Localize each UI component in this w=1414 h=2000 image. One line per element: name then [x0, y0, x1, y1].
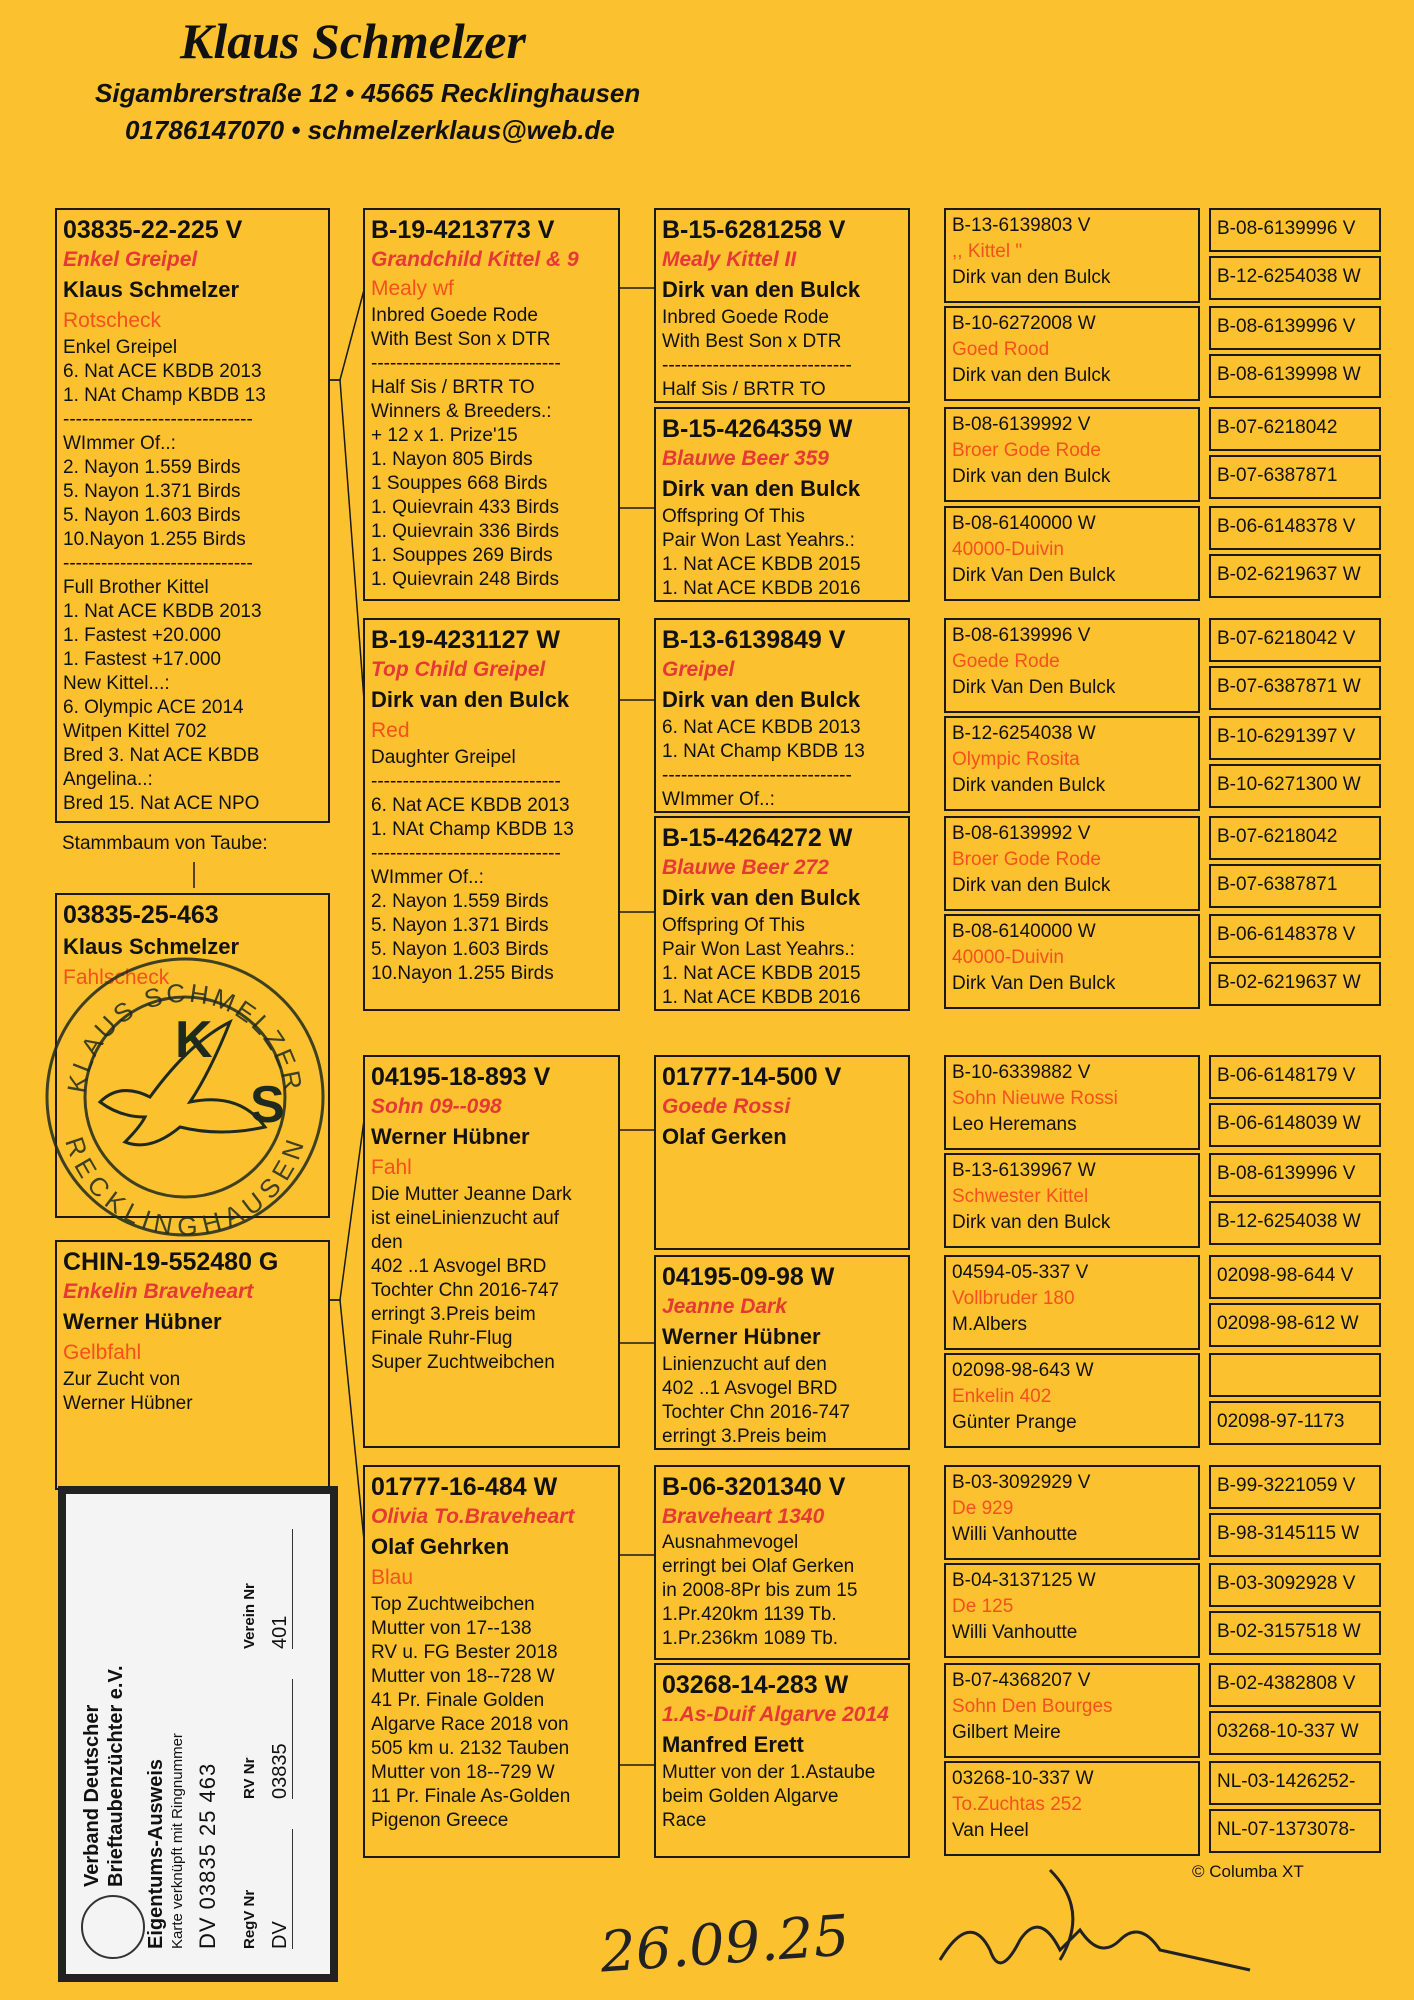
gen3-card-4: B-15-4264272 W Blauwe Beer 272 Dirk van den Bulck Offspring Of This Pair Won Last Yeahrs.: 1. Nat ACE KBDB 2015 1. Nat ACE KBDB 2016 — [654, 816, 910, 1011]
dam-subject-owner: Werner Hübner — [63, 1309, 222, 1334]
subject-name: Enkel Greipel — [63, 248, 198, 271]
subject-info: Enkel Greipel 6. Nat ACE KBDB 2013 1. NAt Champ KBDB 13 ------------------------------ WImmer Of..: 2. Nayon 1.559 Birds 5. Nayon 1.371 Birds 5. Nayon 1.603 Birds 10.Nayon 1.255 Birds ------------------------------ Full Brother Kittel 1. Nat ACE KBDB 2013 1. Fastest +20.000 1. Fastest +17.000 New Kittel...: 6. Olympic ACE 2014 Witpen Kittel 702 Bred 3. Nat ACE KBDB Angelina..: Bred 15. Nat ACE NPO — [63, 337, 266, 814]
card-ring-display: DV 03835 25 463 — [195, 1762, 220, 1949]
copyright-label: © Columba XT — [1192, 1862, 1304, 1881]
gen3-card-2: B-15-4264359 W Blauwe Beer 359 Dirk van den Bulck Offspring Of This Pair Won Last Yeahrs.: 1. Nat ACE KBDB 2015 1. Nat ACE KBDB 2016 — [654, 407, 910, 602]
gen4-card-6: B-12-6254038 W Olympic Rosita Dirk vanden Bulck — [944, 716, 1200, 811]
gen4-card-1: B-13-6139803 V ,, Kittel " Dirk van den Bulck — [944, 208, 1200, 303]
gen4-card-7: B-08-6139992 V Broer Gode Rode Dirk van den Bulck — [944, 816, 1200, 911]
gen4-card-9: B-10-6339882 V Sohn Nieuwe Rossi Leo Heremans — [944, 1055, 1200, 1150]
gen5-card-7: B-06-6148378 V — [1209, 506, 1381, 550]
card-subtitle: Karte verknüpft mit Ringnummer — [169, 1733, 186, 1949]
gen5-card-22: 02098-98-612 W — [1209, 1303, 1381, 1347]
gen5-card-30: 03268-10-337 W — [1209, 1711, 1381, 1755]
gen5-card-15: B-06-6148378 V — [1209, 914, 1381, 958]
gen5-card-11: B-10-6291397 V — [1209, 716, 1381, 760]
stammbaum-label: Stammbaum von Taube: — [62, 833, 268, 854]
card-title: Eigentums-Ausweis — [145, 1758, 167, 1949]
svg-text:RECKLINGHAUSEN — [59, 1133, 311, 1241]
gen2-card-1: B-19-4213773 V Grandchild Kittel & 9 Mealy wf Inbred Goede Rode With Best Son x DTR ------------------------------ Half Sis / BRTR TO Winners & Breeders.: + 12 x 1. Prize'15 1. Nayon 805 Birds 1 Souppes 668 Birds 1. Quievrain 433 Birds 1. Quievrain 336 Birds 1. Souppes 269 Birds 1. Quievrain 248 Birds — [363, 208, 620, 601]
dam-subject-name: Enkelin Braveheart — [63, 1280, 254, 1303]
gen5-card-3: B-08-6139996 V — [1209, 306, 1381, 350]
signature-date: 26.09.25 — [598, 1903, 852, 1986]
gen5-card-10: B-07-6387871 W — [1209, 666, 1381, 710]
gen5-card-18: B-06-6148039 W — [1209, 1103, 1381, 1147]
gen4-card-15: B-07-4368207 V Sohn Den Bourges Gilbert Meire — [944, 1663, 1200, 1758]
card-org-line1: Verband Deutscher — [81, 1704, 103, 1887]
card-col2-label: RV Nr — [241, 1757, 258, 1799]
gen3-card-8: 03268-14-283 W 1.As-Duif Algarve 2014 Manfred Erett Mutter von der 1.Astaube beim Golden Algarve Race — [654, 1663, 910, 1858]
card-col1-label: RegV Nr — [241, 1889, 258, 1949]
stamp-bottom-text: RECKLINGHAUSEN — [59, 1133, 311, 1242]
stamp-letter-k: K — [175, 1011, 213, 1069]
gen3-card-3: B-13-6139849 V Greipel Dirk van den Bulck 6. Nat ACE KBDB 2013 1. NAt Champ KBDB 13 ------------------------------ WImmer Of..: — [654, 618, 910, 813]
breeder-contact: 01786147070 • schmelzerklaus@web.de — [125, 115, 615, 145]
gen4-card-10: B-13-6139967 W Schwester Kittel Dirk van den Bulck — [944, 1153, 1200, 1248]
gen5-card-16: B-02-6219637 W — [1209, 962, 1381, 1006]
gen3-card-1: B-15-6281258 V Mealy Kittel II Dirk van den Bulck Inbred Goede Rode With Best Son x DTR ------------------------------ Half Sis / BRTR TO — [654, 208, 910, 403]
gen5-card-25: B-99-3221059 V — [1209, 1465, 1381, 1509]
stamp-top-text: KLAUS SCHMELZER — [61, 977, 309, 1096]
gen4-card-16: 03268-10-337 W To.Zuchtas 252 Van Heel — [944, 1761, 1200, 1856]
gen4-card-11: 04594-05-337 V Vollbruder 180 M.Albers — [944, 1255, 1200, 1350]
gen5-card-8: B-02-6219637 W — [1209, 554, 1381, 598]
target-ring: 03835-25-463 — [63, 901, 219, 929]
gen2-card-4: 01777-16-484 W Olivia To.Braveheart Olaf Gehrken Blau Top Zuchtweibchen Mutter von 17--138 RV u. FG Bester 2018 Mutter von 18--728 W 41 Pr. Finale Golden Algarve Race 2018 von 505 km u. 2132 Tauben Mutter von 18--729 W 11 Pr. Finale As-Golden Pigenon Greece — [363, 1465, 620, 1858]
gen3-card-5: 01777-14-500 V Goede Rossi Olaf Gerken — [654, 1055, 910, 1250]
gen5-card-13: B-07-6218042 — [1209, 816, 1381, 860]
gen5-card-23 — [1209, 1353, 1381, 1397]
dam-subject-info: Zur Zucht von Werner Hübner — [63, 1369, 193, 1414]
card-col3-label: Verein Nr — [241, 1583, 258, 1649]
gen5-card-19: B-08-6139996 V — [1209, 1153, 1381, 1197]
gen4-card-5: B-08-6139996 V Goede Rode Dirk Van Den Bulck — [944, 618, 1200, 713]
gen5-card-21: 02098-98-644 V — [1209, 1255, 1381, 1299]
gen5-card-32: NL-07-1373078- — [1209, 1809, 1381, 1853]
gen2-card-2: B-19-4231127 W Top Child Greipel Dirk van den Bulck Red Daughter Greipel ------------------------------ 6. Nat ACE KBDB 2013 1. NAt Champ KBDB 13 ------------------------------ WImmer Of..: 2. Nayon 1.559 Birds 5. Nayon 1.371 Birds 5. Nayon 1.603 Birds 10.Nayon 1.255 Birds — [363, 618, 620, 1011]
gen4-card-2: B-10-6272008 W Goed Rood Dirk van den Bulck — [944, 306, 1200, 401]
breeder-stamp — [40, 952, 330, 1242]
dam-subject-color: Gelbfahl — [63, 1341, 142, 1364]
gen2-card-3: 04195-18-893 V Sohn 09--098 Werner Hübner Fahl Die Mutter Jeanne Dark ist eineLinienzucht auf den 402 ..1 Asvogel BRD Tochter Chn 2016-747 erringt 3.Preis beim Finale Ruhr-Flug Super Zuchtweibchen — [363, 1055, 620, 1448]
gen5-card-17: B-06-6148179 V — [1209, 1055, 1381, 1099]
ownership-card — [58, 1486, 338, 1982]
gen5-card-31: NL-03-1426252- — [1209, 1761, 1381, 1805]
stamp-letter-s: S — [250, 1076, 285, 1134]
gen5-card-1: B-08-6139996 V — [1209, 208, 1381, 252]
gen5-card-4: B-08-6139998 W — [1209, 354, 1381, 398]
gen5-card-24: 02098-97-1173 — [1209, 1401, 1381, 1445]
vdb-logo-icon — [81, 1895, 145, 1959]
target-color: Fahlscheck — [63, 966, 170, 989]
target-owner: Klaus Schmelzer — [63, 934, 240, 959]
gen5-card-9: B-07-6218042 V — [1209, 618, 1381, 662]
gen5-card-27: B-03-3092928 V — [1209, 1563, 1381, 1607]
gen5-card-2: B-12-6254038 W — [1209, 256, 1381, 300]
gen5-card-12: B-10-6271300 W — [1209, 764, 1381, 808]
gen5-card-5: B-07-6218042 — [1209, 407, 1381, 451]
gen4-card-13: B-03-3092929 V De 929 Willi Vanhoutte — [944, 1465, 1200, 1560]
gen5-card-26: B-98-3145115 W — [1209, 1513, 1381, 1557]
gen5-card-14: B-07-6387871 — [1209, 864, 1381, 908]
breeder-name: Klaus Schmelzer — [180, 13, 526, 69]
subject-owner: Klaus Schmelzer — [63, 277, 240, 302]
signature-scribble — [930, 1850, 1260, 1990]
gen4-card-4: B-08-6140000 W 40000-Duivin Dirk Van Den Bulck — [944, 506, 1200, 601]
gen5-card-28: B-02-3157518 W — [1209, 1611, 1381, 1655]
gen4-card-12: 02098-98-643 W Enkelin 402 Günter Prange — [944, 1353, 1200, 1448]
card-col3-value: 401 — [269, 1529, 293, 1649]
subject-ring: 03835-22-225 V — [63, 216, 243, 244]
subject-pigeon-card — [55, 208, 330, 823]
gen5-card-6: B-07-6387871 — [1209, 455, 1381, 499]
dam-subject-ring: CHIN-19-552480 G — [63, 1248, 279, 1276]
gen5-card-29: B-02-4382808 V — [1209, 1663, 1381, 1707]
card-org-line2: Brieftaubenzüchter e.V. — [105, 1665, 127, 1887]
card-col2-value: 03835 — [269, 1679, 293, 1799]
subject-color: Rotscheck — [63, 309, 162, 332]
gen3-card-7: B-06-3201340 V Braveheart 1340 Ausnahmevogel erringt bei Olaf Gerken in 2008-8Pr bis zum 15 1.Pr.420km 1139 Tb. 1.Pr.236km 1089 Tb. — [654, 1465, 910, 1660]
gen3-card-6: 04195-09-98 W Jeanne Dark Werner Hübner Linienzucht auf den 402 ..1 Asvogel BRD Tochter Chn 2016-747 erringt 3.Preis beim — [654, 1255, 910, 1450]
card-col1-value: DV — [269, 1829, 293, 1949]
gen5-card-20: B-12-6254038 W — [1209, 1201, 1381, 1245]
breeder-address: Sigambrerstraße 12 • 45665 Recklinghausen — [95, 78, 641, 108]
gen4-card-14: B-04-3137125 W De 125 Willi Vanhoutte — [944, 1563, 1200, 1658]
gen4-card-3: B-08-6139992 V Broer Gode Rode Dirk van den Bulck — [944, 407, 1200, 502]
gen4-card-8: B-08-6140000 W 40000-Duivin Dirk Van Den Bulck — [944, 914, 1200, 1009]
dam-subject-card — [55, 1240, 330, 1490]
